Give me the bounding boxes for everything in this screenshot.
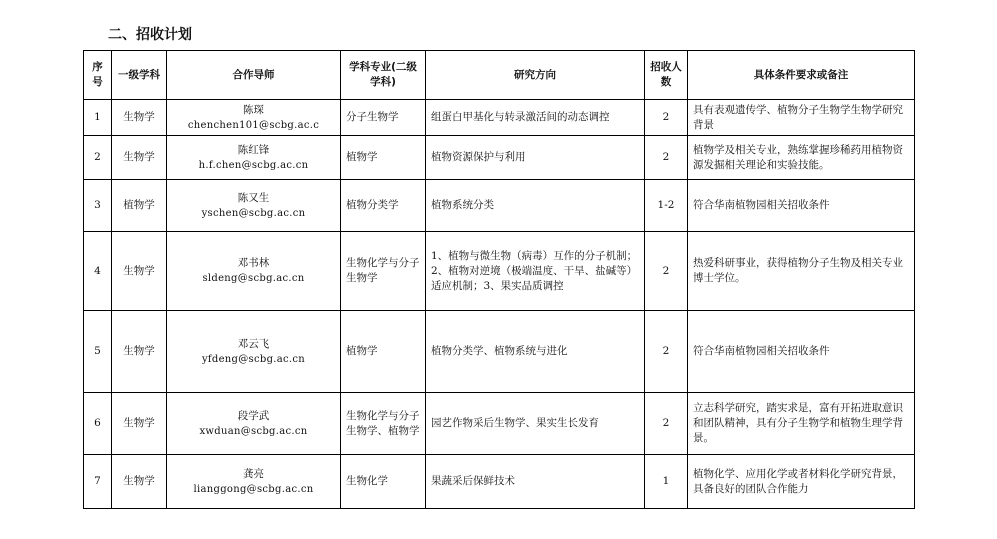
- cell-requirements: 符合华南植物园相关招收条件: [688, 311, 915, 393]
- supervisor-name: 陈又生: [237, 191, 270, 204]
- cell-supervisor: [167, 311, 341, 393]
- cell-seq: 4: [84, 232, 112, 311]
- cell-seq: 5: [84, 311, 112, 393]
- cell-discipline1: 生物学: [112, 311, 167, 393]
- cell-supervisor: [167, 393, 341, 455]
- cell-direction: 果蔬采后保鲜技术: [426, 455, 645, 509]
- cell-supervisor: [167, 100, 341, 136]
- cell-requirements: 植物学及相关专业，熟练掌握珍稀药用植物资源发掘相关理论和实验技能。: [688, 136, 915, 180]
- table-row: [84, 311, 915, 393]
- cell-discipline1: 植物学: [112, 180, 167, 232]
- cell-quota: 2: [645, 136, 688, 180]
- table-row: [84, 455, 915, 509]
- supervisor-email: chenchen101@scbg.ac.c: [187, 119, 320, 131]
- supervisor-name: 邓书林: [237, 257, 270, 269]
- cell-supervisor: [167, 455, 341, 509]
- header-quota: 招收人数: [645, 51, 688, 100]
- supervisor-name: 陈琛: [243, 103, 264, 116]
- header-direction: 研究方向: [426, 51, 645, 100]
- cell-quota: 1: [645, 455, 688, 509]
- cell-seq: 2: [84, 136, 112, 180]
- cell-discipline1: 生物学: [112, 100, 167, 136]
- cell-discipline1: 生物学: [112, 455, 167, 509]
- recruitment-plan-table: [83, 50, 915, 509]
- header-major: 学科专业(二级学科): [341, 51, 426, 100]
- cell-supervisor: [167, 180, 341, 232]
- table-row: [84, 393, 915, 455]
- cell-quota: 2: [645, 311, 688, 393]
- supervisor-name: 陈红锋: [237, 143, 270, 156]
- cell-quota: 1-2: [645, 180, 688, 232]
- cell-direction: 植物资源保护与利用: [426, 136, 645, 180]
- cell-direction: 植物分类学、植物系统与进化: [426, 311, 645, 393]
- cell-major: 植物分类学: [341, 180, 426, 232]
- header-row: [84, 51, 915, 100]
- supervisor-email: h.f.chen@scbg.ac.cn: [198, 159, 309, 171]
- cell-major: 生物化学与分子生物学、植物学: [341, 393, 426, 455]
- supervisor-name: 段学武: [237, 409, 270, 422]
- header-supervisor: 合作导师: [167, 51, 341, 100]
- cell-seq: 7: [84, 455, 112, 509]
- supervisor-name: 邓云飞: [237, 337, 270, 350]
- cell-direction: 1、植物与微生物（病毒）互作的分子机制；2、植物对逆境（极端温度、干旱、盐碱等）适应机制；3、果实品质调控: [426, 232, 645, 311]
- cell-seq: 6: [84, 393, 112, 455]
- supervisor-name: 龚亮: [243, 467, 264, 480]
- cell-requirements: 具有表观遗传学、植物分子生物学生物学研究背景: [688, 100, 915, 136]
- cell-supervisor: [167, 232, 341, 311]
- supervisor-email: sldeng@scbg.ac.cn: [202, 273, 305, 284]
- cell-requirements: 符合华南植物园相关招收条件: [688, 180, 915, 232]
- cell-major: 植物学: [341, 136, 426, 180]
- section-heading: 二、招收计划: [108, 27, 192, 43]
- cell-quota: 2: [645, 100, 688, 136]
- cell-discipline1: 生物学: [112, 232, 167, 311]
- cell-seq: 3: [84, 180, 112, 232]
- cell-major: 植物学: [341, 311, 426, 393]
- supervisor-email: yfdeng@scbg.ac.cn: [201, 353, 306, 365]
- header-seq: 序号: [84, 51, 112, 100]
- supervisor-email: xwduan@scbg.ac.cn: [199, 425, 308, 437]
- cell-major: 生物化学与分子生物学: [341, 232, 426, 311]
- supervisor-email: yschen@scbg.ac.cn: [201, 207, 306, 219]
- table-row: [84, 180, 915, 232]
- cell-direction: 组蛋白甲基化与转录激活间的动态调控: [426, 100, 645, 136]
- cell-requirements: 植物化学、应用化学或者材料化学研究背景，具备良好的团队合作能力: [688, 455, 915, 509]
- cell-direction: 植物系统分类: [426, 180, 645, 232]
- table-row: [84, 232, 915, 311]
- cell-seq: 1: [84, 100, 112, 136]
- cell-major: 生物化学: [341, 455, 426, 509]
- header-requirements: 具体条件要求或备注: [688, 51, 915, 100]
- cell-quota: 2: [645, 393, 688, 455]
- cell-requirements: 立志科学研究，踏实求是，富有开拓进取意识和团队精神，具有分子生物学和植物生理学背景。: [688, 393, 915, 455]
- table-row: [84, 100, 915, 136]
- cell-supervisor: [167, 136, 341, 180]
- cell-requirements: 热爱科研事业，获得植物分子生物及相关专业博士学位。: [688, 232, 915, 311]
- header-discipline1: 一级学科: [112, 51, 167, 100]
- supervisor-email: lianggong@scbg.ac.cn: [193, 483, 314, 495]
- cell-major: 分子生物学: [341, 100, 426, 136]
- table-row: [84, 136, 915, 180]
- cell-discipline1: 生物学: [112, 136, 167, 180]
- cell-direction: 园艺作物采后生物学、果实生长发育: [426, 393, 645, 455]
- cell-quota: 2: [645, 232, 688, 311]
- cell-discipline1: 生物学: [112, 393, 167, 455]
